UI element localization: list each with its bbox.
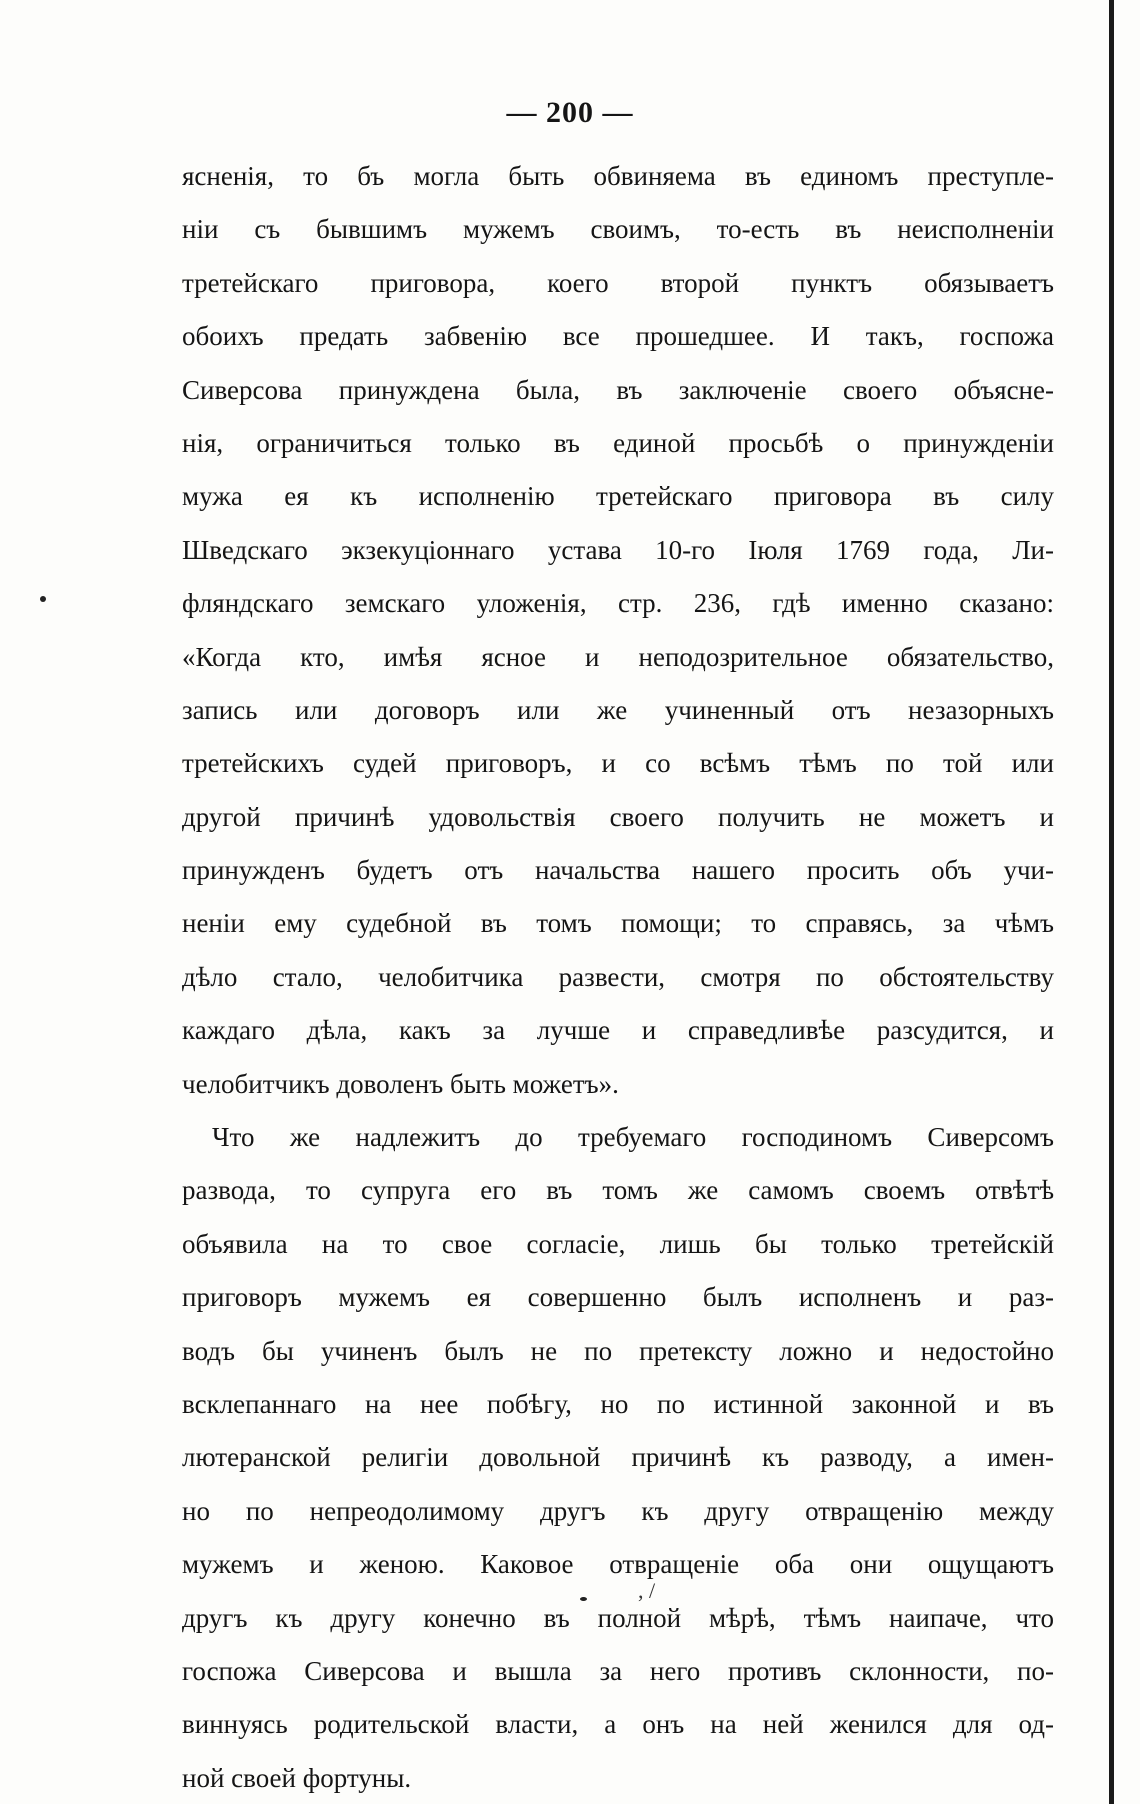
text-line: Что же надлежитъ до требуемаго господиномъ Сиверсомъ xyxy=(212,1122,1054,1153)
text-line: запись или договоръ или же учиненный отъ незазорныхъ xyxy=(182,694,1054,725)
text-line: третейскихъ судей приговоръ, и со всѣмъ тѣмъ по той или xyxy=(182,748,1054,779)
text-line: принужденъ будетъ отъ начальства нашего просить объ учи- xyxy=(182,855,1054,886)
text-line: другъ къ другу конечно въ полной мѣрѣ, тѣмъ наипаче, что xyxy=(182,1602,1054,1633)
text-line: неніи ему судебной въ томъ помощи; то справясь, за чѣмъ xyxy=(182,908,1054,939)
text-line: ніи съ бывшимъ мужемъ своимъ, то-есть въ неисполненіи xyxy=(182,214,1054,245)
text-line: нія, ограничиться только въ единой просьбѣ о принужденіи xyxy=(182,427,1054,458)
text-line: ясненія, то бъ могла быть обвиняема въ единомъ преступле- xyxy=(182,161,1054,191)
text-line: другой причинѣ удовольствія своего получить не можетъ и xyxy=(182,801,1054,832)
text-line: дѣло стало, челобитчика развести, смотря по обстоятельству xyxy=(182,961,1054,992)
text-line: обоихъ предать забвенію все прошедшее. И такъ, госпожа xyxy=(182,321,1054,352)
text-line: мужа ея къ исполненію третейскаго приговора въ силу xyxy=(182,481,1054,512)
paragraph-2 xyxy=(182,1111,1054,1805)
page-number: — 200 — xyxy=(506,96,634,129)
text-line: объявила на то свое согласіе, лишь бы только третейскій xyxy=(182,1228,1054,1259)
text-line: ной своей фортуны. xyxy=(182,1762,412,1793)
scan-mark: , / xyxy=(638,1578,656,1603)
scan-speck xyxy=(580,1597,587,1601)
text-line: каждаго дѣла, какъ за лучше и справедливѣе разсудится, и xyxy=(182,1015,1054,1046)
text-line: виннуясь родительской власти, а онъ на ней женился для од- xyxy=(182,1709,1054,1740)
page-edge-rule xyxy=(1109,0,1114,1804)
text-line: Сиверсова принуждена была, въ заключеніе своего объясне- xyxy=(182,374,1054,405)
text-line: челобитчикъ доволенъ быть можетъ». xyxy=(182,1068,619,1099)
text-line: всклепаннаго на нее побѣгу, но по истинной законной и въ xyxy=(182,1388,1054,1419)
text-line: мужемъ и женою. Каковое отвращеніе оба они ощущаютъ xyxy=(182,1549,1054,1580)
text-line: Шведскаго экзекуціоннаго устава 10-го Іюля 1769 года, Ли- xyxy=(182,534,1054,565)
text-line: водъ бы учиненъ былъ не по претексту ложно и недостойно xyxy=(182,1335,1054,1366)
text-line: но по непреодолимому другъ къ другу отвращенію между xyxy=(182,1495,1054,1526)
paragraph-1 xyxy=(182,150,1054,1111)
text-line: «Когда кто, имѣя ясное и неподозрительное обязательство, xyxy=(182,641,1054,672)
text-line: развода, то супруга его въ томъ же самомъ своемъ отвѣтѣ xyxy=(182,1175,1054,1206)
text-line: лютеранской религіи довольной причинѣ къ разводу, а имен- xyxy=(182,1442,1054,1473)
text-line: фляндскаго земскаго уложенія, стр. 236, гдѣ именно сказано: xyxy=(182,588,1054,619)
body-text xyxy=(182,150,1054,1805)
text-line: приговоръ мужемъ ея совершенно былъ исполненъ и раз- xyxy=(182,1282,1054,1313)
text-line: госпожа Сиверсова и вышла за него противъ склонности, по- xyxy=(182,1655,1054,1686)
text-line: третейскаго приговора, коего второй пунктъ обязываетъ xyxy=(182,267,1054,298)
scan-speck xyxy=(40,596,46,602)
